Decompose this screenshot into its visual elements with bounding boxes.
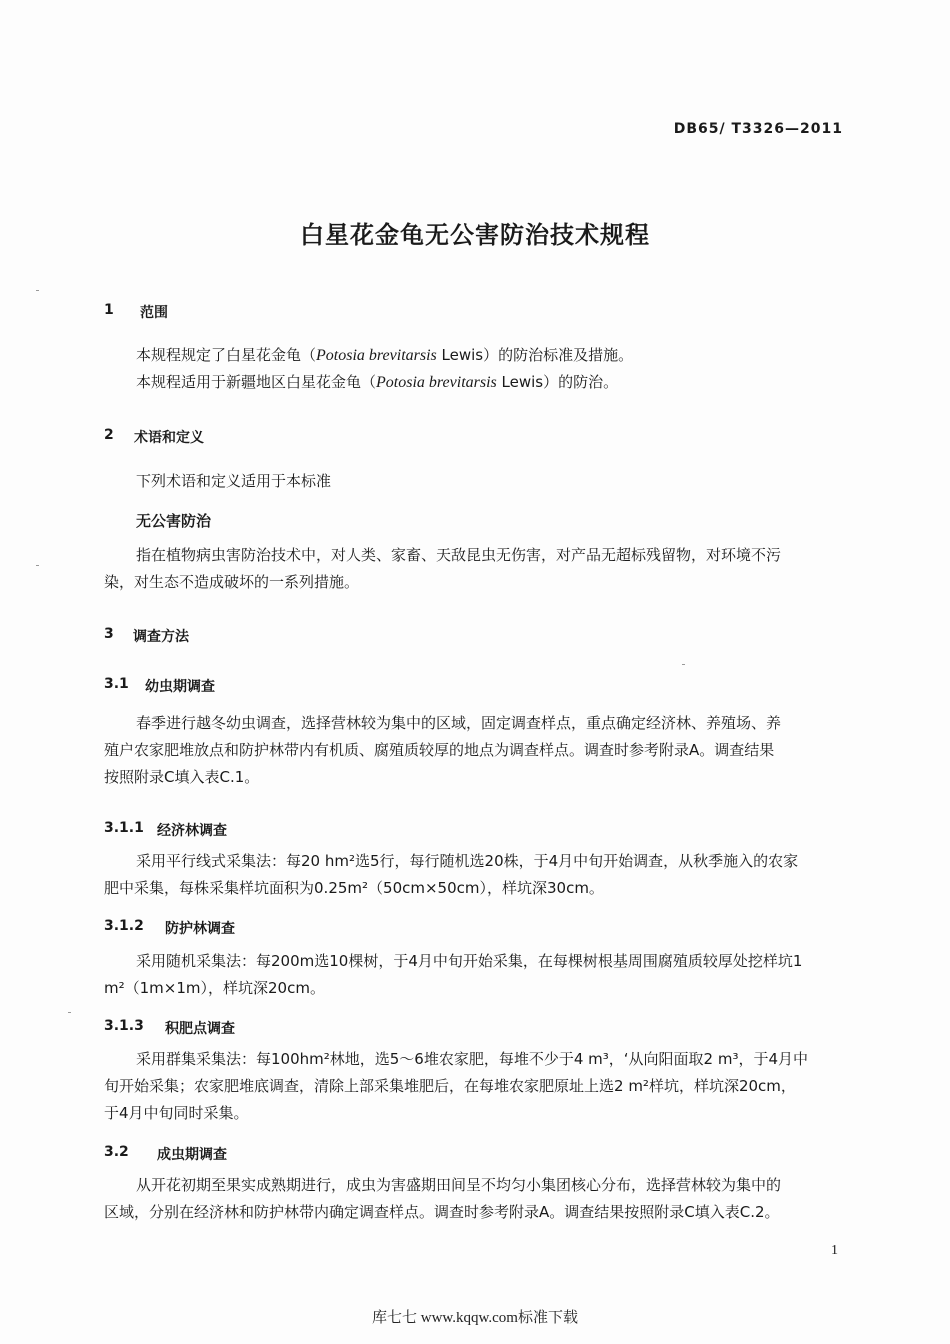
section-2-term: 无公害防治 [136, 512, 212, 530]
section-2-intro: 下列术语和定义适用于本标准 [136, 472, 332, 490]
section-3-1-1-line-1: 采用平行线式采集法：每20 hm²选5行，每行随机选20株，于4月中旬开始调查，从秋季施入的农家 [136, 852, 799, 870]
scan-speck [68, 1012, 71, 1013]
section-3-1-3-line-3: 于4月中旬同时采集。 [104, 1104, 249, 1122]
section-3-1-line-3: 按照附录C填入表C.1。 [104, 768, 260, 786]
section-1-line-2: 本规程适用于新疆地区白星花金龟（Potosia brevitarsis Lewis）的防治。 [136, 373, 619, 391]
section-3-2-line-2: 区域，分别在经济林和防护林带内确定调查样点。调查时参考附录A。调查结果按照附录C填入表C.2。 [104, 1203, 780, 1221]
page-number: 1 [831, 1243, 838, 1258]
scan-speck [682, 664, 685, 665]
section-3-1-2-line-1: 采用随机采集法：每200m选10棵树，于4月中旬开始采集，在每棵树根基周围腐殖质较厚处挖样坑1 [136, 952, 803, 970]
section-3-1-3-title: 积肥点调查 [165, 1021, 235, 1037]
section-1-title: 范围 [140, 305, 168, 321]
section-2-title: 术语和定义 [134, 430, 204, 446]
section-2-definition-line-2: 染，对生态不造成破坏的一系列措施。 [104, 573, 360, 591]
section-3-number: 3 [104, 626, 114, 642]
section-3-1-2-title: 防护林调查 [165, 921, 235, 937]
section-3-1-3-number: 3.1.3 [104, 1018, 144, 1034]
section-3-1-1-line-2: 肥中采集，每株采集样坑面积为0.25m²（50cm×50cm），样坑深30cm。 [104, 879, 604, 897]
section-1-line-1: 本规程规定了白星花金龟（Potosia brevitarsis Lewis）的防治标准及措施。 [136, 346, 634, 364]
section-3-title: 调查方法 [133, 629, 189, 645]
section-2-definition-line-1: 指在植物病虫害防治技术中，对人类、家畜、天敌昆虫无伤害，对产品无超标残留物，对环境不污 [136, 546, 782, 564]
section-3-2-title: 成虫期调查 [157, 1147, 227, 1163]
standard-code: DB65/ T3326—2011 [673, 121, 843, 137]
section-3-1-line-2: 殖户农家肥堆放点和防护林带内有机质、腐殖质较厚的地点为调查样点。调查时参考附录A。调查结果 [104, 741, 775, 759]
section-3-2-number: 3.2 [104, 1144, 129, 1160]
section-3-1-title: 幼虫期调查 [145, 679, 215, 695]
section-3-1-2-line-2: m²（1m×1m），样坑深20cm。 [104, 979, 325, 997]
footer-watermark: 库七七 www.kqqw.com标准下载 [372, 1310, 578, 1326]
section-3-1-3-line-2: 旬开始采集；农家肥堆底调查，清除上部采集堆肥后，在每堆农家肥原址上选2 m²样坑，样坑深20cm， [104, 1077, 796, 1095]
section-3-1-3-line-1: 采用群集采集法：每100hm²林地，选5～6堆农家肥，每堆不少于4 m³，‘从向阳面取2 m³，于4月中 [136, 1050, 809, 1068]
section-2-number: 2 [104, 427, 114, 443]
section-3-1-number: 3.1 [104, 676, 129, 692]
scan-speck [36, 565, 39, 566]
section-3-1-1-number: 3.1.1 [104, 820, 144, 836]
section-3-2-line-1: 从开花初期至果实成熟期进行，成虫为害盛期田间呈不均匀小集团核心分布，选择营林较为集中的 [136, 1176, 782, 1194]
scan-speck [36, 290, 39, 291]
section-3-1-line-1: 春季进行越冬幼虫调查，选择营林较为集中的区域，固定调查样点，重点确定经济林、养殖场、养 [136, 714, 782, 732]
document-title: 白星花金龟无公害防治技术规程 [300, 221, 650, 249]
section-3-1-2-number: 3.1.2 [104, 918, 144, 934]
section-1-number: 1 [104, 302, 114, 318]
section-3-1-1-title: 经济林调查 [157, 823, 227, 839]
